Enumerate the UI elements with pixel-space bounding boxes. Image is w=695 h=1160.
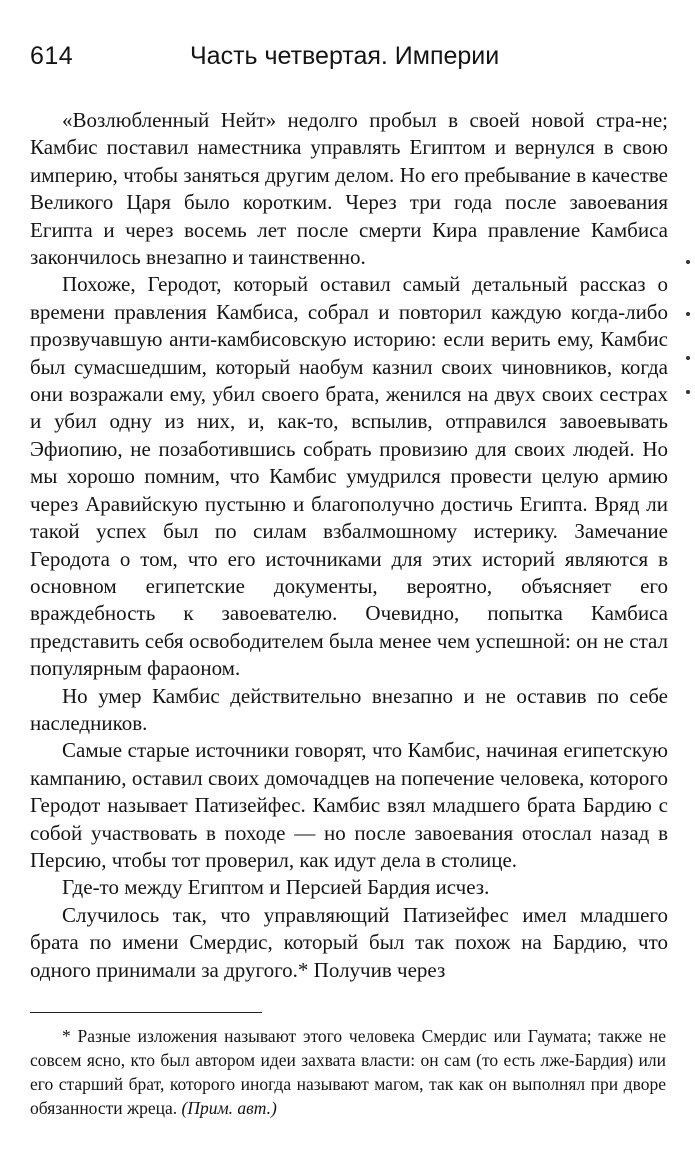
page-header: [30, 42, 670, 82]
margin-scan-marks: [684, 260, 695, 420]
main-text: [30, 107, 668, 984]
running-title: Часть четвертая. Империи: [190, 42, 500, 70]
page-number: 614: [30, 42, 74, 70]
paragraph-2: Похоже, Геродот, который оставил самый детальный рассказ о времени правления Камбиса, собрал и повторил каждую когда-либо прозвучавшую анти-камбисовскую историю: если верить ему, Камбис был сумасшедшим, который наобум казнил своих чиновников, когда они возражали ему, убил своего брата, женился на двух своих сестрах и убил одну из них, и, как-то, вспылив, отправился завоевывать Эфиопию, не позаботившись собрать провизию для своих людей. Но мы хорошо помним, что Камбис умудрился провести целую армию через Аравийскую пустыню и благополучно достичь Египта. Вряд ли такой успех был по силам взбалмошному истерику. Замечание Геродота о том, что его источниками для этих историй являются в основном египетские документы, вероятно, объясняет его враждебность к завоевателю. Очевидно, попытка Камбиса представить себя освободителем была менее чем успешной: он не стал популярным фараоном.: [30, 272, 668, 681]
paragraph-3: Но умер Камбис действительно внезапно и не оставив по себе наследников.: [30, 683, 668, 735]
paragraph-1: «Возлюбленный Нейт» недолго пробыл в своей новой стра-не; Камбис поставил наместника управлять Египтом и вернулся в свою империю, чтобы заняться другим делом. Но его пребывание в качестве Великого Царя было коротким. Через три года после завоевания Египта и через восемь лет после смерти Кира правление Камбиса закончилось внезапно и таинственно.: [30, 108, 668, 270]
paragraph-4: Самые старые источники говорят, что Камбис, начиная египетскую кампанию, оставил своих домочадцев на попечение человека, которого Геродот называет Патизейфес. Камбис взял младшего брата Бардию с собой участвовать в походе — но после завоевания отослал назад в Персию, чтобы тот проверил, как идут дела в столице.: [30, 738, 668, 872]
footnote-text: * Разные изложения называют этого человека Смердис или Гаумата; также не совсем ясно, кто был автором идеи захвата власти: он сам (то есть лже-Бардия) или его старший брат, которого иногда называют магом, так как он выполнял при дворе обязанности жреца.: [30, 1026, 666, 1118]
paragraph-6: Случилось так, что управляющий Патизейфес имел младшего брата по имени Смердис, который был так похож на Бардию, что одного принимали за другого.* Получив через: [30, 902, 668, 982]
paragraph-5: Где-то между Египтом и Персией Бардия исчез.: [62, 875, 490, 900]
footnote: [30, 1024, 666, 1120]
footnote-divider: [30, 1012, 262, 1013]
footnote-author-note: (Прим. авт.): [181, 1098, 277, 1118]
